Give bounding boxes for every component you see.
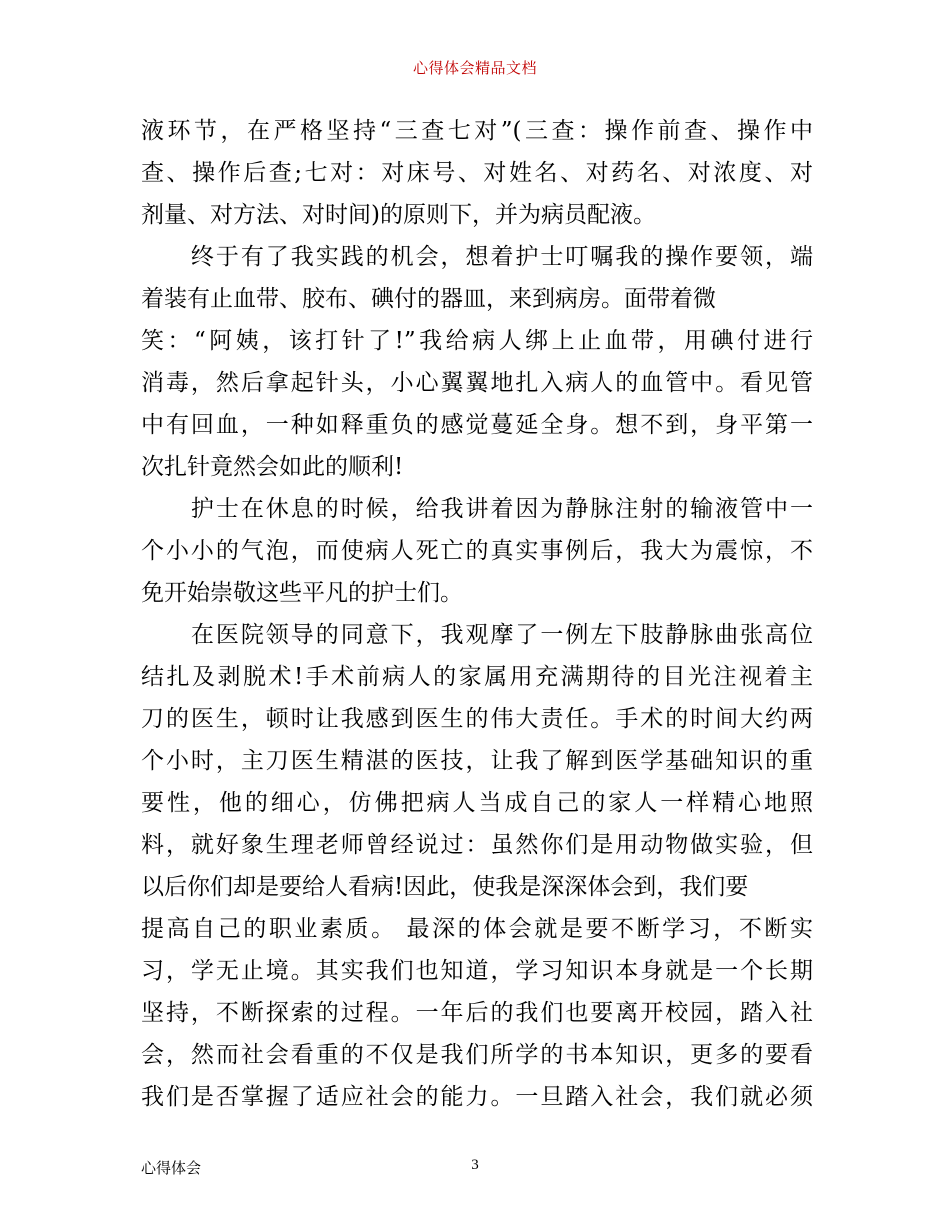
text-line: 护士在休息的时候，给我讲着因为静脉注射的输液管中一 (141, 496, 813, 522)
text-line: 在医院领导的同意下，我观摩了一例左下肢静脉曲张高位 (141, 622, 813, 648)
text-line: 笑：“阿姨，该打针了!”我给病人绑上止血带，用碘付进行 (141, 328, 813, 354)
text-line: 要性，他的细心，仿佛把病人当成自己的家人一样精心地照 (141, 790, 813, 816)
text-line: 以后你们却是要给人看病!因此，使我是深深体会到，我们要 (141, 874, 749, 900)
body-text (141, 110, 813, 1118)
text-line: 次扎针竟然会如此的顺利! (141, 454, 404, 480)
text-line: 剂量、对方法、对时间)的原则下，并为病员配液。 (141, 202, 656, 228)
text-line: 终于有了我实践的机会，想着护士叮嘱我的操作要领，端 (141, 244, 813, 270)
text-line: 提高自己的职业素质。 最深的体会就是要不断学习，不断实 (141, 916, 813, 942)
text-line: 消毒，然后拿起针头，小心翼翼地扎入病人的血管中。看见管 (141, 370, 813, 396)
text-line: 结扎及剥脱术!手术前病人的家属用充满期待的目光注视着主 (141, 664, 813, 690)
text-line: 中有回血，一种如释重负的感觉蔓延全身。想不到，身平第一 (141, 412, 813, 438)
page-header-title: 心得体会精品文档 (412, 59, 537, 77)
text-line: 料，就好象生理老师曾经说过：虽然你们是用动物做实验，但 (141, 832, 813, 858)
page-number: 3 (471, 1157, 479, 1173)
text-line: 个小小的气泡，而使病人死亡的真实事例后，我大为震惊，不 (141, 538, 813, 564)
text-line: 坚持，不断探索的过程。一年后的我们也要离开校园，踏入社 (141, 1000, 813, 1026)
page-footer-label: 心得体会 (141, 1159, 202, 1177)
text-line: 液环节，在严格坚持“三查七对”(三查：操作前查、操作中 (141, 118, 813, 144)
text-line: 个小时，主刀医生精湛的医技，让我了解到医学基础知识的重 (141, 748, 813, 774)
text-line: 查、操作后查;七对：对床号、对姓名、对药名、对浓度、对 (141, 160, 813, 186)
text-line: 习，学无止境。其实我们也知道，学习知识本身就是一个长期 (141, 958, 813, 984)
text-line: 刀的医生，顿时让我感到医生的伟大责任。手术的时间大约两 (141, 706, 813, 732)
text-line: 会，然而社会看重的不仅是我们所学的书本知识，更多的要看 (141, 1042, 813, 1068)
text-line: 我们是否掌握了适应社会的能力。一旦踏入社会，我们就必须 (141, 1084, 813, 1110)
text-line: 着装有止血带、胶布、碘付的器皿，来到病房。面带着微 (141, 286, 716, 312)
text-line: 免开始崇敬这些平凡的护士们。 (141, 580, 463, 606)
